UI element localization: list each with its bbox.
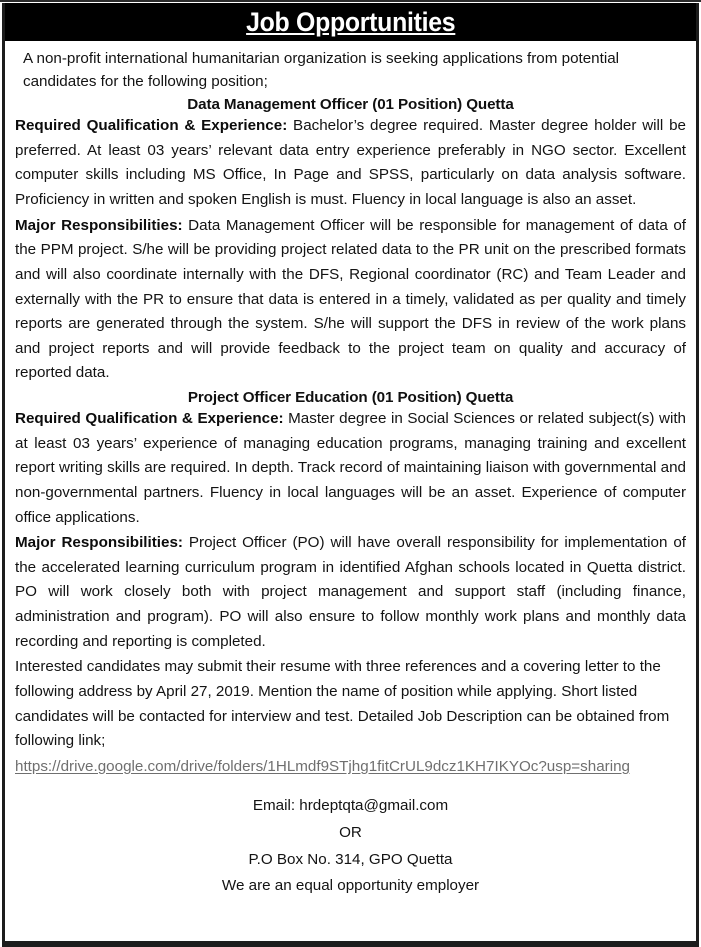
email-line: Email: hrdeptqta@gmail.com [252,797,449,815]
top-rule [0,0,701,2]
position-block-project-officer-education [15,389,686,654]
postal-address-line: P.O Box No. 314, GPO Quetta [248,850,453,868]
qualification-paragraph [15,407,686,530]
responsibilities-paragraph [15,214,686,386]
equal-opportunity-line: We are an equal opportunity employer [221,877,480,895]
qualification-label: Required Qualification & Experience: [15,410,284,428]
page-title: Job Opportunities [245,6,456,37]
position-block-data-management-officer [15,96,686,386]
qualification-paragraph [15,114,686,213]
responsibilities-label: Major Responsibilities: [15,534,183,552]
qualification-text: Master degree in Social Sciences or related subject(s) with at least 03 years’ experience of managing education programs, managing training and excellent report writing skills are required. In depth. Track record of maintaining liaison with governmental and non-governmental partners. Fluency in local languages will be an asset. Experience of computer office applications. [15,410,686,526]
responsibilities-paragraph [15,531,686,654]
header-banner [5,3,696,41]
job-description-link[interactable]: https://drive.google.com/drive/folders/1HLmdf9STjhg1fitCrUL9dcz1KH7IKYOc?usp=sharing [15,757,630,775]
application-instructions: Interested candidates may submit their resume with three references and a covering letter to the following address by April 27, 2019. Mention the name of position while applying. Short listed candidates will be contacted for interview and test. Detailed Job Description can be obtained from following link; [15,658,670,750]
contact-footer [15,794,686,897]
responsibilities-text: Project Officer (PO) will have overall responsibility for implementation of the accelerated learning curriculum program in identified Afghan schools located in Quetta district. PO will work closely both with project management and support staff (including finance, administration and program). PO will also ensure to follow monthly work plans and monthly data recording and reporting is completed. [15,534,687,650]
position-title: Data Management Officer (01 Position) Quetta [187,96,514,114]
intro-paragraph: A non-profit international humanitarian organization is seeking applications from potential candidates for the following position; [23,50,620,91]
advertisement-body [5,41,696,941]
position-title: Project Officer Education (01 Position) Quetta [187,389,514,407]
responsibilities-text: Data Management Officer will be responsible for management of data of the PPM project. S/he will be providing project related data to the PR unit on the prescribed formats and will also coordinate internally with the DFS, Regional coordinator (RC) and Team Leader and externally with the PR to ensure that data is entered in a timely, validated as per quality and timely reports are generated through the system. S/he will support the DFS in review of the work plans and project reports and will provide feedback to the project team on quality and accuracy of reported data. [15,216,687,382]
qualification-label: Required Qualification & Experience: [15,117,288,135]
or-separator: OR [339,823,362,841]
responsibilities-label: Major Responsibilities: [15,216,183,234]
advertisement-frame [2,3,699,947]
qualification-text: Bachelor’s degree required. Master degree holder will be preferred. At least 03 years’ relevant data entry experience preferably in NGO sector. Excellent computer skills including MS Office, In Page and SPSS, particularly on data analysis software. Proficiency in written and spoken English is must. Fluency in local language is also an asset. [15,117,686,209]
